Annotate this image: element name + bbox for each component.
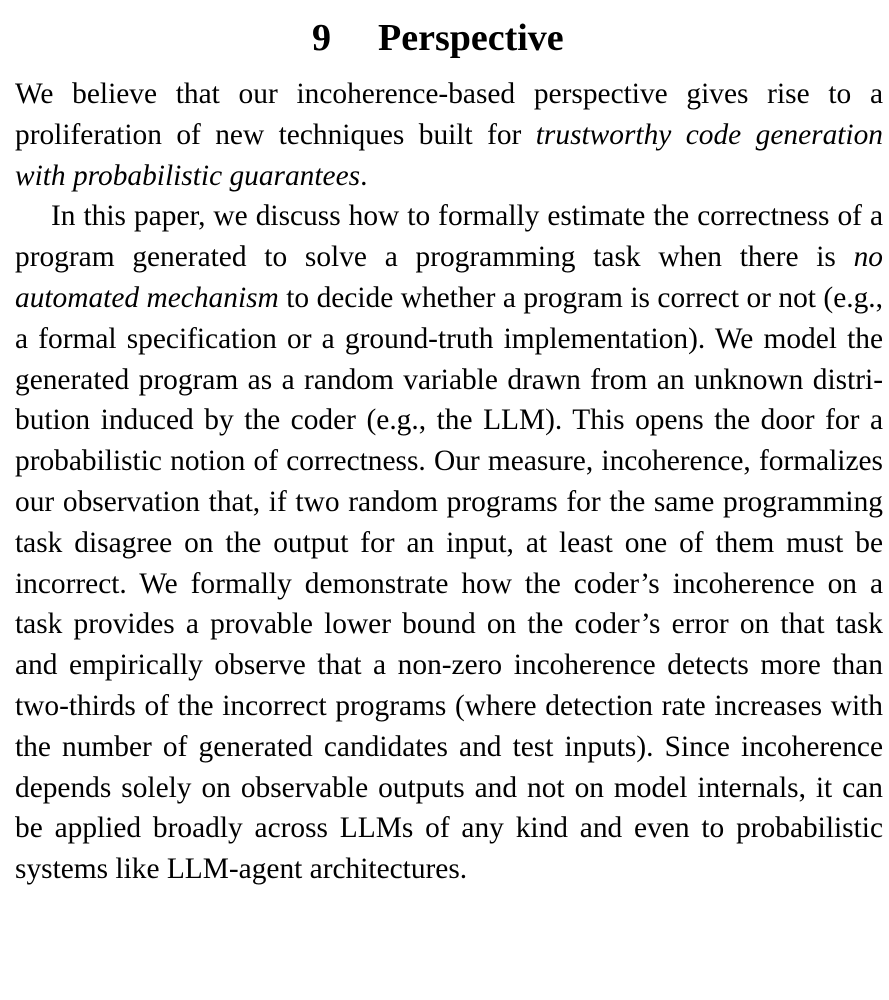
paragraph-intro-emphasis: trustworthy code generation with probabilistic guarantees — [15, 118, 883, 192]
paragraph-intro — [15, 74, 883, 196]
paragraph-summary-emphasis: no automated mechanism — [15, 241, 883, 314]
section-number: 9 — [312, 17, 331, 59]
section-title: Perspective — [378, 17, 564, 59]
document-page — [15, 14, 883, 890]
paragraph-summary — [15, 196, 883, 890]
paragraph-intro-text-end: . — [360, 159, 368, 192]
section-heading — [15, 14, 883, 62]
paragraph-summary-text-start: In this paper, we discuss how to formally estimate the correctness of a program generated to solve a programming task when there is — [15, 200, 883, 274]
paragraph-summary-text-end: to decide whether a program is correct or not (e.g., a formal specification or a ground-truth implementation). We model the generated program as a random variable drawn from an unknown distribution induced by the coder (e.g., the LLM). This opens the door for a probabilistic notion of correctness. Our measure, incoherence, formalizes our observation that, if two random programs for the same programming task disagree on the output for an input, at least one of them must be incorrect. We formally demonstrate how the coder’s incoherence on a task provides a provable lower bound on the coder’s error on that task and empirically observe that a non-zero incoherence detects more than two-thirds of the incorrect programs (where detection rate increases with the number of generated candidates and test inputs). Since incoherence depends solely on observable outputs and not on model internals, it can be applied broadly across LLMs of any kind and even to probabilistic systems like LLM-agent architectures. — [15, 281, 883, 886]
paragraph-intro-text-start: We believe that our incoherence-based perspective gives rise to a proliferation of new techniques built for — [15, 78, 883, 151]
